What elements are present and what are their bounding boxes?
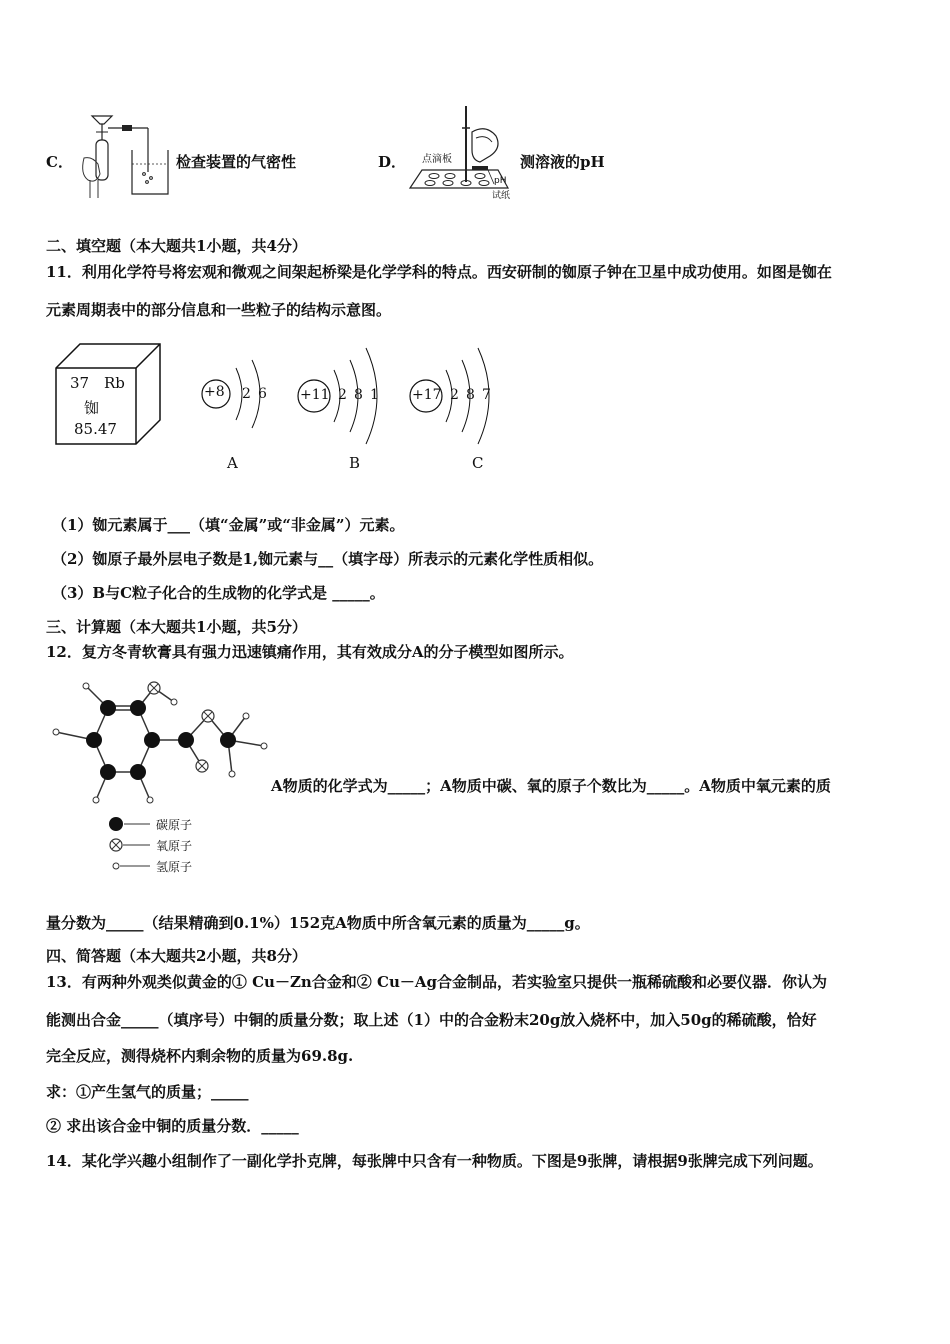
q11-sub-1: （1）铷元素属于___（填“金属”或“非金属”）元素。 bbox=[52, 516, 405, 534]
section-3-heading: 三、计算题（本大题共1小题，共5分） bbox=[46, 618, 307, 636]
element-name: 铷 bbox=[84, 399, 100, 417]
q14-line-1: 14．某化学兴趣小组制作了一副化学扑克牌，每张牌中只含有一种物质。下图是9张牌，请根据9张牌完成下列问题。 bbox=[46, 1152, 823, 1170]
ph-paper-label: pH bbox=[494, 176, 507, 186]
q13-line-1: 13．有两种外观类似黄金的① Cu－Zn合金和② Cu－Ag合金制品，若实验室只提供一瓶稀硫酸和必要仪器．你认为 bbox=[46, 973, 827, 991]
q12-line-1: 12．复方冬青软膏具有强力迅速镇痛作用，其有效成分A的分子模型如图所示。 bbox=[46, 643, 574, 661]
particle-a-shell-2: 6 bbox=[258, 386, 267, 402]
q11-sub-3: （3）B与C粒子化合的生成物的化学式是 _____。 bbox=[52, 584, 385, 602]
section-2-heading: 二、填空题（本大题共1小题，共4分） bbox=[46, 237, 307, 255]
q13-ask-1: 求：①产生氢气的质量；_____ bbox=[46, 1083, 249, 1101]
particle-a-shell-1: 2 bbox=[242, 386, 251, 402]
legend-oxygen: 氧原子 bbox=[156, 839, 193, 853]
airtightness-apparatus-figure bbox=[70, 108, 176, 202]
section-4-heading: 四、简答题（本大题共2小题，共8分） bbox=[46, 947, 307, 965]
q12-line-2: A物质的化学式为_____；A物质中碳、氧的原子个数比为_____。A物质中氧元素的质 bbox=[271, 777, 831, 795]
element-mass: 85.47 bbox=[74, 420, 117, 438]
option-d-text: 测溶液的pH bbox=[520, 153, 605, 171]
element-symbol: Rb bbox=[104, 374, 125, 392]
q13-line-2: 能测出合金_____（填序号）中铜的质量分数；取上述（1）中的合金粉末20g放入烧杯中，加入50g的稀硫酸，恰好 bbox=[46, 1011, 817, 1029]
q13-ask-2: ② 求出该合金中铜的质量分数．_____ bbox=[46, 1117, 299, 1135]
molecule-model-figure bbox=[46, 676, 270, 886]
legend-carbon: 碳原子 bbox=[156, 818, 193, 832]
particle-a-label: A bbox=[227, 454, 238, 472]
option-c-letter: C． bbox=[46, 153, 73, 171]
particle-c-shell-1: 2 bbox=[450, 387, 459, 403]
particle-b-label: B bbox=[349, 454, 361, 472]
element-number: 37 bbox=[70, 374, 90, 392]
particle-c-nucleus: +17 bbox=[412, 387, 442, 403]
q11-line-1: 11．利用化学符号将宏观和微观之间架起桥梁是化学学科的特点。西安研制的铷原子钟在卫星中成功使用。如图是铷在 bbox=[46, 263, 832, 281]
q11-line-2: 元素周期表中的部分信息和一些粒子的结构示意图。 bbox=[46, 301, 392, 319]
option-d-letter: D． bbox=[378, 153, 407, 171]
q11-sub-2: （2）铷原子最外层电子数是1,铷元素与__（填字母）所表示的元素化学性质相似。 bbox=[52, 550, 604, 568]
particle-b-nucleus: +11 bbox=[300, 387, 330, 403]
test-paper-label: 试纸 bbox=[492, 191, 511, 201]
particle-c-shell-3: 7 bbox=[482, 387, 491, 403]
particle-a-nucleus: +8 bbox=[204, 384, 225, 400]
option-c-text: 检查装置的气密性 bbox=[176, 153, 297, 171]
particle-c-shell-2: 8 bbox=[466, 387, 475, 403]
q12-line-3: 量分数为_____（结果精确到0.1%）152克A物质中所含氧元素的质量为_____g。 bbox=[46, 914, 590, 932]
particle-b-shell-1: 2 bbox=[338, 387, 347, 403]
dropping-plate-label: 点滴板 bbox=[422, 154, 452, 165]
legend-hydrogen: 氢原子 bbox=[156, 860, 193, 874]
particle-b-shell-3: 1 bbox=[370, 387, 379, 403]
particle-b-shell-2: 8 bbox=[354, 387, 363, 403]
q13-line-3: 完全反应，测得烧杯内剩余物的质量为69.8g. bbox=[46, 1047, 354, 1065]
particle-c-label: C bbox=[472, 454, 484, 472]
